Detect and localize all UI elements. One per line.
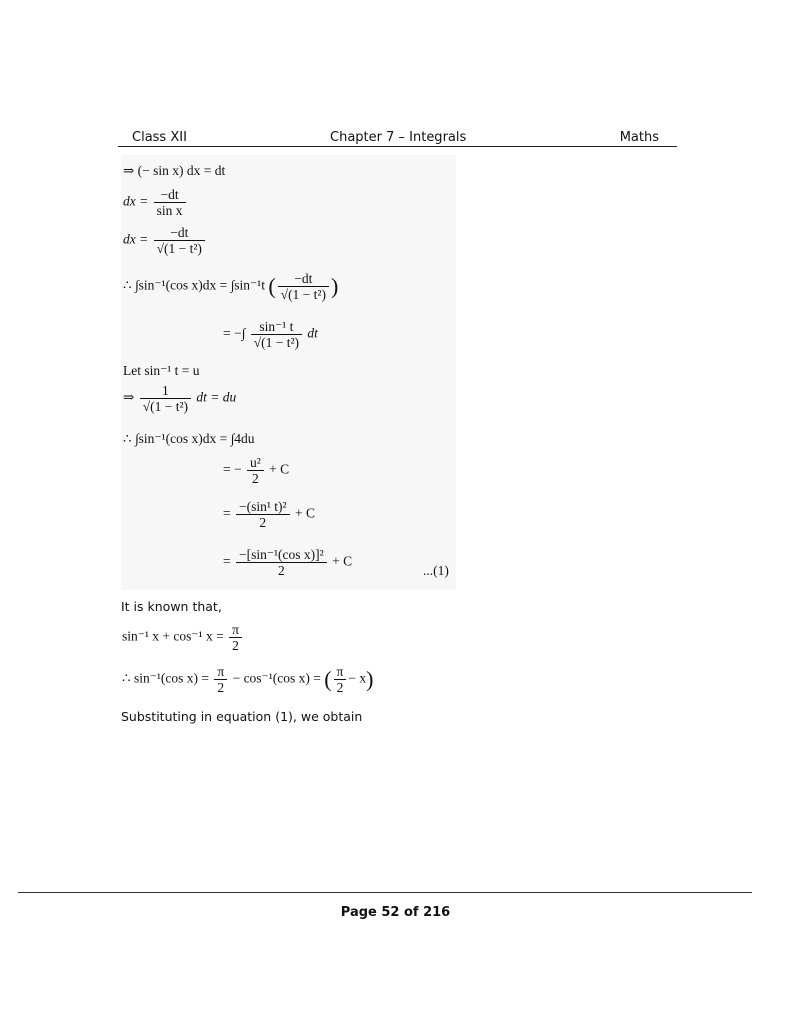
math-line-9-num: u² — [247, 455, 264, 471]
math-line-5-num: sin⁻¹ t — [251, 319, 302, 335]
math-line-2-lhs: dx = — [123, 193, 149, 209]
math-line-2-den: sin x — [156, 203, 183, 218]
math-line-4-den: √(1 − t²) — [280, 287, 326, 302]
footer-divider — [18, 892, 752, 893]
header-chapter: Chapter 7 – Integrals — [330, 130, 467, 145]
math-line-7-num: 1 — [140, 383, 191, 399]
math-line-9-rhs: + C — [269, 461, 290, 477]
math-line-10-lhs: = — [223, 505, 231, 521]
identity-line-2-lparen: ( — [324, 666, 332, 692]
math-line-4-fraction — [278, 271, 329, 302]
math-line-2 — [123, 187, 188, 218]
math-line-7 — [123, 383, 236, 414]
math-line-3 — [123, 225, 207, 256]
identity-line-2-fraction-2 — [334, 664, 347, 695]
math-line-9-lhs: = − — [223, 461, 242, 477]
page-number: Page 52 of 216 — [340, 905, 451, 920]
math-line-11-lhs: = — [223, 553, 231, 569]
math-line-1: ⇒ (− sin x) dx = dt — [123, 163, 226, 178]
math-line-3-den: √(1 − t²) — [156, 241, 202, 256]
math-line-2-fraction — [154, 187, 186, 218]
identity-line-2-fraction-1 — [214, 664, 227, 695]
math-line-7-rhs: dt = du — [196, 389, 237, 405]
math-line-4-lhs: ∴ ∫sin⁻¹(cos x)dx = ∫sin⁻¹t — [123, 277, 265, 293]
identity-line-2-rhs: − x — [348, 670, 367, 686]
identity-line-1-lhs: sin⁻¹ x + cos⁻¹ x = — [122, 628, 224, 644]
identity-line-2-lhs: ∴ sin⁻¹(cos x) = — [122, 670, 209, 686]
equation-tag: ...(1) — [423, 563, 449, 578]
known-text: It is known that, — [121, 599, 222, 614]
math-line-10-den: 2 — [259, 515, 267, 530]
math-line-11-rhs: + C — [332, 553, 353, 569]
math-line-7-den: √(1 − t²) — [142, 399, 188, 414]
math-line-4-rparen: ) — [330, 273, 339, 299]
math-line-11-fraction — [236, 547, 327, 578]
identity-line-2-den-1: 2 — [217, 680, 225, 695]
math-line-5-rhs: dt — [307, 325, 318, 341]
identity-line-2-num-2: π — [334, 664, 347, 680]
math-line-9 — [223, 455, 289, 486]
math-line-2-num: −dt — [154, 187, 186, 203]
math-line-9-den: 2 — [252, 471, 259, 486]
identity-line-1 — [122, 622, 244, 653]
math-line-9-fraction — [247, 455, 264, 486]
math-line-5-fraction — [251, 319, 302, 350]
math-line-10-rhs: + C — [294, 505, 315, 521]
math-line-3-fraction — [154, 225, 205, 256]
header-subject: Maths — [619, 130, 659, 145]
identity-line-2-num-1: π — [214, 664, 227, 680]
identity-line-2-rparen: ) — [366, 666, 374, 692]
math-image-block — [121, 155, 456, 590]
math-line-4-lparen: ( — [268, 273, 276, 299]
identity-line-1-fraction — [229, 622, 242, 653]
math-line-11-num: −[sin⁻¹(cos x)]² — [236, 547, 327, 563]
math-line-5-lhs: = −∫ — [223, 325, 246, 341]
substituting-text: Substituting in equation (1), we obtain — [121, 709, 363, 724]
math-line-10-num: −(sin¹ t)² — [236, 499, 290, 515]
math-line-11-den: 2 — [277, 563, 285, 578]
identity-line-2 — [122, 664, 373, 695]
identity-line-1-num: π — [229, 622, 242, 638]
math-line-3-num: −dt — [154, 225, 205, 241]
math-line-11 — [223, 547, 352, 578]
identity-line-2-mid: − cos⁻¹(cos x) = — [232, 670, 321, 686]
math-line-5 — [223, 319, 318, 350]
math-line-10 — [223, 499, 315, 530]
math-line-3-lhs: dx = — [123, 231, 149, 247]
header-class: Class XII — [132, 130, 187, 145]
math-line-6: Let sin⁻¹ t = u — [123, 363, 200, 378]
math-line-10-fraction — [236, 499, 290, 530]
math-line-7-lhs: ⇒ — [123, 389, 135, 405]
math-line-5-den: √(1 − t²) — [253, 335, 299, 350]
identity-line-2-den-2: 2 — [336, 680, 344, 695]
math-line-8: ∴ ∫sin⁻¹(cos x)dx = ∫4du — [123, 431, 255, 446]
identity-line-1-den: 2 — [232, 638, 239, 653]
math-line-4 — [123, 271, 338, 302]
page-header — [118, 128, 677, 147]
math-line-7-fraction — [140, 383, 191, 414]
math-line-4-num: −dt — [278, 271, 329, 287]
